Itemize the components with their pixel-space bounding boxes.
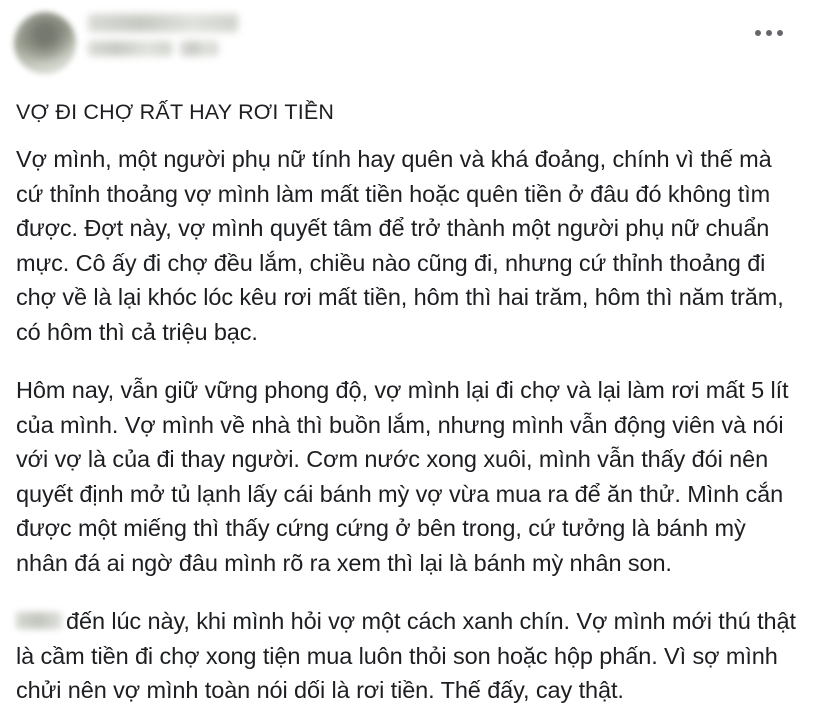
- post-paragraph-3: [16, 604, 797, 708]
- post-body: [0, 98, 813, 708]
- post-paragraph-2: Hôm nay, vẫn giữ vững phong độ, vợ mình lại đi chợ và lại làm rơi mất 5 lít của mình. Vợ mình về nhà thì buồn lắm, nhưng mình vẫn động viên và nói với vợ là của đi thay người. Cơm nước xong xuôi, mình vẫn thấy đói nên quyết định mở tủ lạnh lấy cái bánh mỳ vợ vừa mua ra để ăn thử. Mình cắn được một miếng thì thấy cứng cứng ở bên trong, cứ tưởng là bánh mỳ nhân đá ai ngờ đâu mình rõ ra xem thì lại là bánh mỳ nhân son.: [16, 377, 789, 576]
- dot-2: [766, 30, 772, 36]
- dot-1: [755, 30, 761, 36]
- post-audience-blurred[interactable]: [180, 41, 218, 56]
- dot-3: [777, 30, 783, 36]
- author-name-blurred[interactable]: [88, 14, 238, 32]
- post-paragraph-1: Vợ mình, một người phụ nữ tính hay quên và khá đoảng, chính vì thế mà cứ thỉnh thoảng vợ mình làm mất tiền hoặc quên tiền ở đâu đó không tìm được. Đợt này, vợ mình quyết tâm để trở thành một người phụ nữ chuẩn mực. Cô ấy đi chợ đều lắm, chiều nào cũng đi, nhưng cứ thỉnh thoảng đi chợ về là lại khóc lóc kêu rơi mất tiền, hôm thì hai trăm, hôm thì năm trăm, có hôm thì cả triệu bạc.: [16, 146, 784, 345]
- more-options-icon[interactable]: [755, 30, 783, 36]
- post-author-block: [88, 14, 799, 56]
- post-meta-row: [88, 41, 799, 56]
- avatar[interactable]: [14, 12, 76, 74]
- redacted-word: [16, 612, 62, 629]
- post-timestamp-blurred[interactable]: [88, 41, 172, 56]
- post-header: [0, 0, 813, 86]
- post-paragraph-3-text: đến lúc này, khi mình hỏi vợ một cách xanh chín. Vợ mình mới thú thật là cầm tiền đi chợ xong tiện mua luôn thỏi son hoặc hộp phấn. Vì sợ mình chửi nên vợ mình toàn nói dối là rơi tiền. Thế đấy, cay thật.: [16, 608, 796, 703]
- post-title: VỢ ĐI CHỢ RẤT HAY RƠI TIỀN: [16, 100, 335, 124]
